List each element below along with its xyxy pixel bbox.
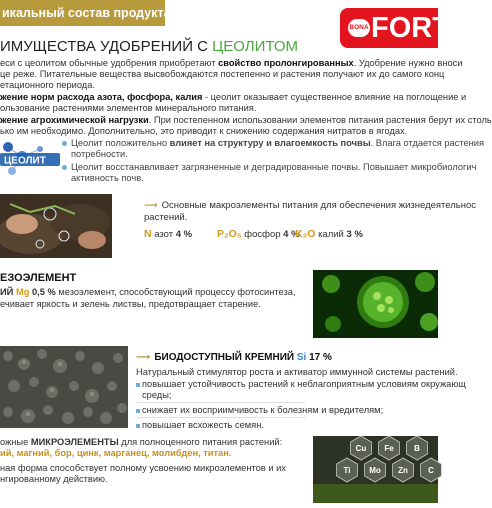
bullet-text: Цеолит восстанавливает загрязненные и деградированные почвы. Повышает микробиологич [71, 162, 477, 172]
silicon-bullet-cont: среды; [142, 390, 172, 400]
nutrient-value: 3 % [346, 229, 363, 240]
silicon-title: БИОДОСТУПНЫЙ КРЕМНИЙ [154, 352, 297, 363]
hex-symbol-fe: Fe [384, 444, 394, 453]
micro-elements-hex-image [313, 436, 438, 503]
nutrient-p [217, 228, 300, 240]
bullet-tail: . Влага отдается растения [370, 138, 485, 148]
micro-bold: МИКРОЭЛЕМЕНТЫ [30, 437, 119, 447]
meso-line-2: ечивает яркость и зелень листвы, предотвращает старение. [0, 299, 261, 309]
nutrient-symbol: P₂O₅ [217, 228, 242, 240]
bullet-bold: влияет на структуру и влагоемкость почвы [169, 138, 371, 148]
silicon-value: 17 % [306, 352, 332, 363]
bullet-dot-icon [62, 165, 67, 170]
block2-line-1 [0, 92, 467, 103]
chlorophyll-cells-image [313, 270, 438, 338]
intro-line-1 [0, 58, 463, 69]
meso-line-1 [0, 287, 295, 299]
block2-text: - цеолит оказывает существенное влияние на поглощение и [202, 92, 467, 102]
silicon-bullet [136, 405, 383, 416]
block2-line-2: ользование растениями элементов минерального питания. [0, 103, 257, 113]
bullet-restore [62, 162, 476, 173]
micro-tail: для полноценного питания растений: [118, 437, 283, 447]
micro-elements-list: ий, магний, бор, цинк, марганец, молибден, титан. [0, 448, 232, 458]
silicon-bullet-text: снижает их восприимчивость к болезням и вредителям; [142, 405, 384, 415]
silicon-symbol: Si [296, 352, 307, 363]
meso-value: 0,5 % [31, 287, 56, 297]
block2-bold: жение норм расхода азота, фосфора, калия [0, 92, 203, 102]
micro-line-4: нгированному действию. [0, 474, 108, 484]
logo-bona-mark: BONA [348, 19, 370, 37]
macro-line-1 [144, 200, 476, 212]
intro-line-2: це реже. Питательные вещества высвобождаются постепенно и растения получают их до самого конц [0, 69, 445, 79]
hex-symbol-cu: Cu [355, 444, 367, 453]
silicon-bullet-text: повышает всхожесть семян. [142, 420, 264, 430]
micro-text: ожные [0, 437, 31, 447]
macro-line-2: растений. [144, 212, 188, 223]
bullet-structure [62, 138, 484, 149]
logo-fort-text: FORT [371, 12, 450, 44]
nutrient-n [144, 228, 192, 240]
block3-line-1 [0, 115, 492, 126]
block3-text: . При постепенном использовании элементов питания растения берут их столь [148, 115, 492, 125]
silicon-bullet [136, 420, 264, 431]
bullet-structure-cont: потребности. [71, 149, 128, 159]
micro-line-3: ная форма способствует полному усвоению микроэлементов и их [0, 463, 286, 473]
hex-symbol-c: C [428, 466, 434, 475]
divider [136, 417, 306, 418]
hex-symbol-zn: Zn [398, 466, 408, 475]
hex-symbol-mo: Mo [369, 466, 381, 475]
meso-text: мезоэлемент, способствующий процессу фотосинтеза, [55, 287, 296, 297]
soil-hands-image [0, 194, 112, 258]
bona-fort-logo [340, 8, 450, 48]
nutrient-name: азот [154, 229, 174, 240]
silicon-desc: Натуральный стимулятор роста и активатор иммунной системы растений. [136, 367, 458, 377]
micro-line-1 [0, 437, 282, 448]
arrow-right-icon: ⟶ [136, 352, 151, 363]
arrow-right-icon: ⟶ [144, 200, 158, 211]
intro-bold: свойство пролонгированных [218, 58, 354, 68]
hex-symbol-b: B [414, 444, 420, 453]
intro-text: еси с цеолитом обычные удобрения приобретают [0, 58, 219, 68]
bullet-text: Цеолит положительно [71, 138, 170, 148]
section-banner: икальный состав продукта [0, 0, 165, 26]
nutrient-symbol: N [144, 228, 152, 240]
meso-symbol: Mg [15, 287, 30, 297]
intro-line-3: етационного периода. [0, 80, 95, 90]
title-accent: ЦЕОЛИТОМ [212, 38, 299, 55]
meso-prefix: ИЙ [0, 287, 16, 297]
zeolite-label: ЦЕОЛИТ [4, 155, 46, 167]
block3-line-2: ько им необходимо. Дополнительно, это приводит к снижению содержания нитратов в ягодах. [0, 126, 408, 136]
zeolite-stones-image [0, 346, 128, 428]
silicon-bullet-text: повышает устойчивость растений к неблагоприятным условиям окружающ [142, 379, 466, 389]
page-title [0, 38, 298, 55]
bullet-restore-cont: активность почв. [71, 173, 144, 183]
nutrient-value: 4 % [175, 229, 193, 240]
mesoelement-heading: ЕЗОЭЛЕМЕНТ [0, 272, 77, 284]
nutrient-name: фосфор [244, 229, 281, 240]
hex-symbol-ti: Ti [343, 466, 351, 475]
bullet-dot-icon [62, 141, 67, 146]
micro-line-2 [0, 448, 231, 459]
nutrient-k [295, 228, 363, 240]
intro-text-tail: . Удобрение нужно вноси [353, 58, 463, 68]
silicon-heading [136, 352, 332, 363]
silicon-bullet [136, 379, 466, 390]
nutrient-symbol: K₂O [295, 228, 316, 240]
macro-text: Основные макроэлементы питания для обеспечения жизнедеятельнос [161, 200, 477, 211]
zeolite-molecule-image [0, 139, 60, 185]
nutrient-value: 4 % [283, 229, 300, 240]
nutrient-name: калий [318, 229, 344, 240]
title-prefix: ИМУЩЕСТВА УДОБРЕНИЙ С [0, 38, 213, 55]
divider [136, 402, 306, 403]
block3-bold: жение агрохимической нагрузки [0, 115, 149, 125]
